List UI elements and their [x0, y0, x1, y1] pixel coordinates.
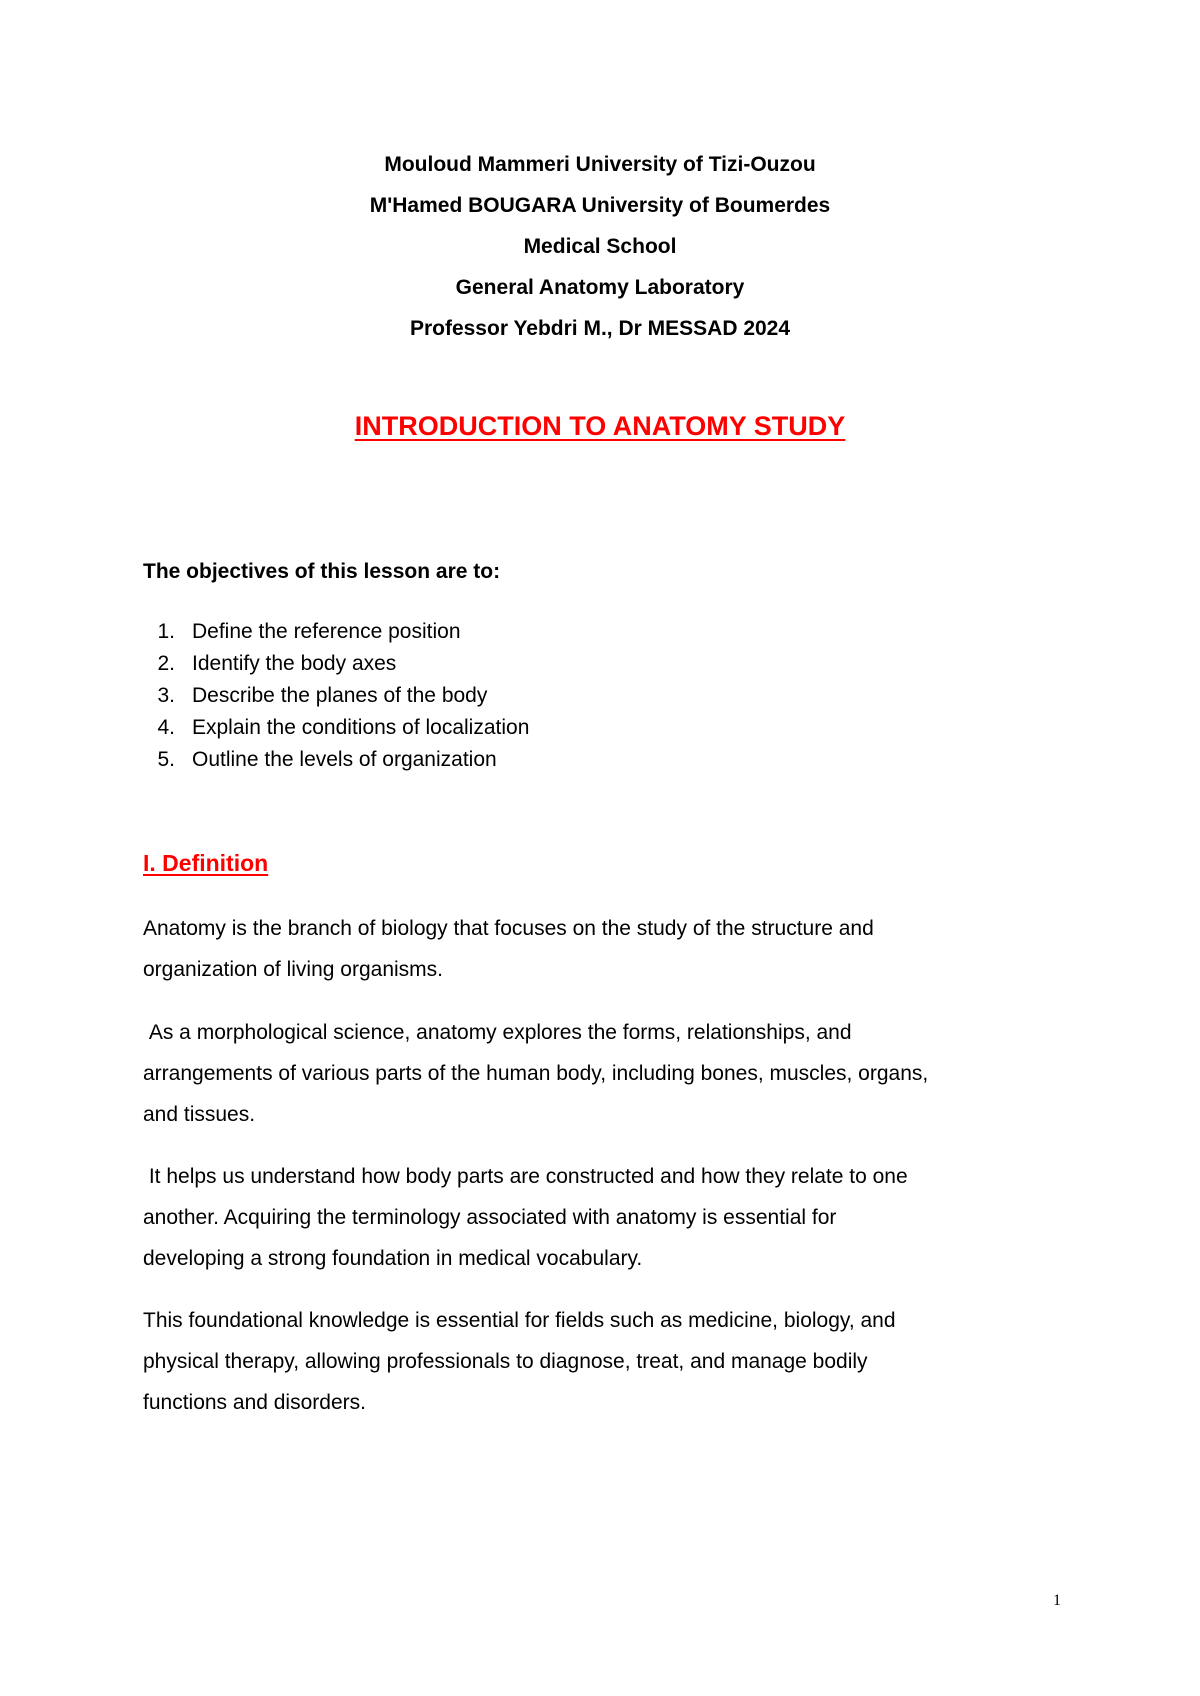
definition-paragraph-2: As a morphological science, anatomy explores the forms, relationships, and arrangements of various parts of the human body, including bones, muscles, organs, and tissues.	[143, 1021, 929, 1126]
definition-paragraph-1: Anatomy is the branch of biology that focuses on the study of the structure and organization of living organisms.	[143, 917, 874, 981]
header-university-tizi-ouzou: Mouloud Mammeri University of Tizi-Ouzou	[384, 153, 816, 176]
page-number: 1	[1053, 1592, 1061, 1609]
section-heading-definition: I. Definition	[143, 850, 269, 876]
list-item-text: Outline the levels of organization	[192, 748, 497, 771]
list-item	[143, 680, 529, 712]
list-item-number: 3.	[157, 684, 175, 707]
list-item	[143, 712, 529, 744]
list-item	[143, 648, 529, 680]
list-item-text: Define the reference position	[192, 620, 461, 643]
list-item	[143, 744, 529, 776]
definition-paragraph-3: It helps us understand how body parts are constructed and how they relate to one another. Acquiring the terminology associated with anatomy is essential for developing a strong foundation in medical vocabulary.	[143, 1165, 908, 1270]
institution-header	[0, 144, 1200, 349]
header-university-boumerdes: M'Hamed BOUGARA University of Boumerdes	[369, 194, 831, 217]
document-title: INTRODUCTION TO ANATOMY STUDY	[354, 411, 846, 441]
header-medical-school: Medical School	[523, 235, 677, 258]
list-item-text: Identify the body axes	[192, 652, 397, 675]
list-item-number: 5.	[157, 748, 175, 771]
list-item-number: 2.	[157, 652, 175, 675]
header-authors: Professor Yebdri M., Dr MESSAD 2024	[409, 317, 791, 340]
list-item	[143, 616, 529, 648]
list-item-text: Explain the conditions of localization	[192, 716, 530, 739]
definition-paragraph-4: This foundational knowledge is essential for fields such as medicine, biology, and physical therapy, allowing professionals to diagnose, treat, and manage bodily functions and disorders.	[143, 1309, 896, 1414]
list-item-text: Describe the planes of the body	[192, 684, 488, 707]
objectives-list	[143, 616, 529, 776]
objectives-intro: The objectives of this lesson are to:	[143, 560, 501, 583]
list-item-number: 4.	[157, 716, 175, 739]
header-laboratory: General Anatomy Laboratory	[455, 276, 745, 299]
list-item-number: 1.	[157, 620, 175, 643]
